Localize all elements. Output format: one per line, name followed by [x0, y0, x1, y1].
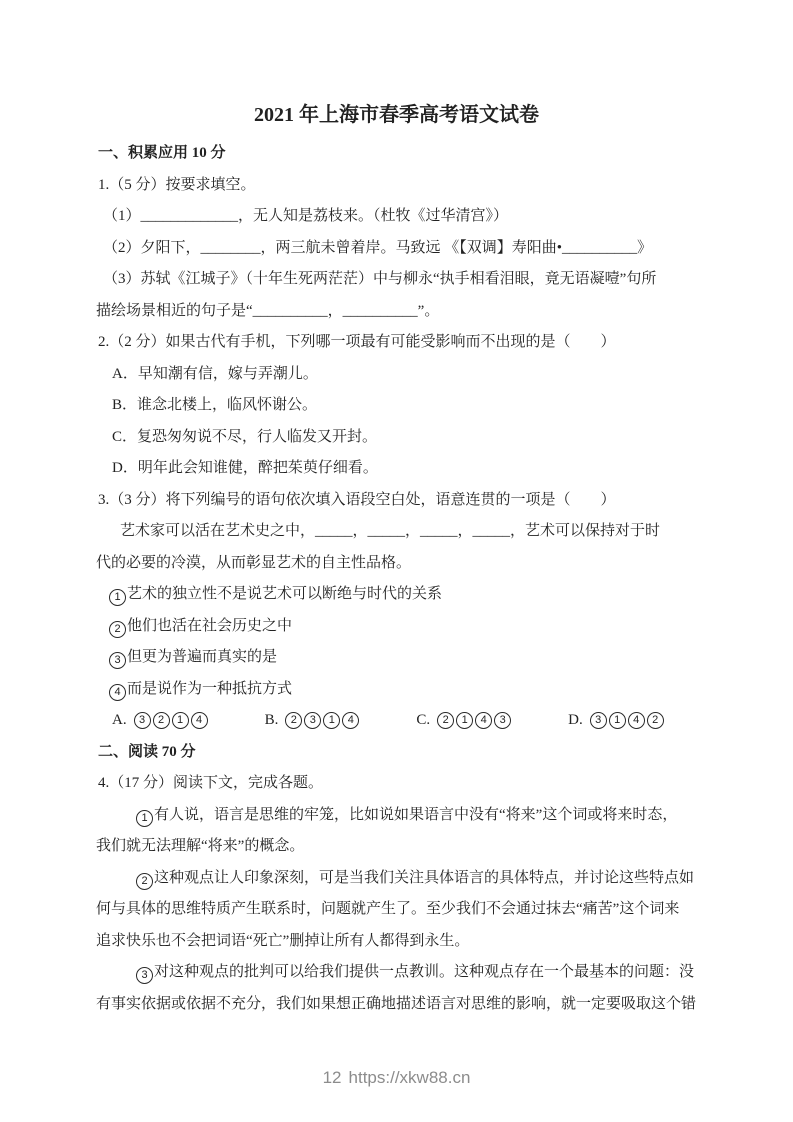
circled-number-icon: 3 [136, 967, 153, 984]
q3-option-b [265, 705, 361, 737]
q4-stem: 4.（17 分）阅读下文，完成各题。 [98, 775, 324, 791]
circled-number-icon: 2 [136, 873, 153, 890]
circled-number-icon: 1 [109, 589, 126, 606]
circled-number-icon: 1 [456, 712, 473, 729]
q4-paragraph-3-line-1 [96, 957, 695, 989]
q3-stem: 3.（3 分）将下列编号的语句依次填入语段空白处，语意连贯的一项是（ ） [98, 491, 616, 508]
q3-clause-3 [96, 642, 682, 674]
q1-item-3-line-1: （3）苏轼《江城子》（十年生死两茫茫）中与柳永“执手相看泪眼，竟无语凝噎”句所 [103, 271, 657, 287]
q2-stem: 2.（2 分）如果古代有手机，下列哪一项最有可能受影响而不出现的是（ ） [98, 334, 616, 350]
q3-clause-1-text: 艺术的独立性不是说艺术可以断绝与时代的关系 [127, 586, 443, 602]
q3-clause-4-text: 而是说作为一种抵抗方式 [127, 680, 293, 697]
circled-number-icon: 4 [475, 712, 492, 729]
circled-number-icon: 4 [191, 712, 208, 729]
circled-number-icon: 3 [590, 712, 607, 729]
circled-number-icon: 1 [609, 712, 626, 729]
q3-clause-3-text: 但更为普遍而真实的是 [127, 649, 278, 665]
q3-clause-2-text: 他们也活在社会历史之中 [127, 617, 293, 634]
q4-paragraph-1-line-2: 我们就无法理解“将来”的概念。 [96, 838, 305, 854]
q3-option-d [568, 705, 665, 737]
page-number: 12 [322, 1068, 342, 1087]
q4-p3-text: 对这种观点的批判可以给我们提供一点教训。这种观点存在一个最基本的问题：没 [154, 964, 695, 980]
section-1-heading: 一、积累应用 10 分 [98, 145, 226, 161]
option-label: C. [416, 712, 431, 728]
circled-number-icon: 3 [109, 652, 126, 669]
q2-option-d: D．明年此会知谁健，醉把茱萸仔细看。 [112, 460, 378, 476]
circled-number-icon: 3 [304, 712, 321, 729]
circled-number-icon: 3 [494, 712, 511, 729]
document-body [96, 138, 697, 1020]
page-footer [0, 1066, 793, 1090]
circled-number-icon: 4 [342, 712, 359, 729]
q3-clause-4 [96, 674, 682, 706]
circled-number-icon: 4 [628, 712, 645, 729]
option-label: D. [568, 712, 583, 728]
q4-paragraph-3-line-2: 有事实依据或依据不充分，我们如果想正确地描述语言对思维的影响，就一定要吸取这个错 [96, 995, 697, 1012]
circled-number-icon: 4 [109, 684, 126, 701]
q3-clause-1 [96, 579, 682, 611]
q3-clause-2 [96, 611, 682, 643]
option-label: B. [264, 712, 279, 728]
circled-number-icon: 2 [109, 621, 126, 638]
circled-number-icon: 2 [285, 712, 302, 729]
q2-option-b: B．谁念北楼上，临风怀谢公。 [112, 397, 318, 413]
circled-number-icon: 3 [134, 712, 151, 729]
q1-stem: 1.（5 分）按要求填空。 [98, 176, 256, 193]
circled-number-icon: 1 [136, 810, 153, 827]
q1-item-2: （2）夕阳下，________，两三航未曾着岸。马致远 《【双调】寿阳曲•__________》 [103, 239, 653, 256]
q4-paragraph-2-line-2: 何与具体的思维特质产生联系时，问题就产生了。至少我们不会通过抹去“痛苦”这个词来 [96, 901, 680, 917]
q1-item-1: （1）_____________，无人知是荔枝来。（杜牧《过华清宫》） [103, 208, 509, 224]
circled-number-icon: 2 [647, 712, 664, 729]
circled-number-icon: 2 [153, 712, 170, 729]
q3-option-a [112, 705, 209, 737]
q1-item-3-line-2: 描绘场景相近的句子是“__________，__________”。 [96, 302, 440, 319]
option-label: A. [112, 712, 127, 728]
q3-passage-line-2: 代的必要的冷漠，从而彰显艺术的自主性品格。 [96, 554, 412, 571]
q3-option-c [416, 705, 512, 737]
q3-passage-line-1: 艺术家可以活在艺术史之中，_____，_____，_____，_____，艺术可以保持对于时 [120, 523, 661, 539]
q4-paragraph-1-line-1 [96, 800, 682, 832]
circled-number-icon: 1 [323, 712, 340, 729]
q3-options-row [96, 705, 682, 737]
q4-paragraph-2-line-1 [96, 863, 695, 895]
page-title: 2021 年上海市春季高考语文试卷 [254, 104, 539, 126]
q2-option-c: C．复恐匆匆说不尽，行人临发又开封。 [112, 428, 378, 445]
section-2-heading: 二、阅读 70 分 [98, 743, 196, 760]
q4-p2-text: 这种观点让人印象深刻，可是当我们关注具体语言的具体特点，并讨论这些特点如 [154, 869, 695, 886]
q4-p1-text: 有人说，语言是思维的牢笼，比如说如果语言中没有“将来”这个词或将来时态， [154, 806, 678, 823]
circled-number-icon: 2 [437, 712, 454, 729]
q4-paragraph-2-line-3: 追求快乐也不会把词语“死亡”删掉让所有人都得到永生。 [96, 932, 470, 949]
circled-number-icon: 1 [172, 712, 189, 729]
site-url: https://xkw88.cn [348, 1068, 471, 1087]
q2-option-a: A．早知潮有信，嫁与弄潮儿。 [112, 365, 318, 382]
